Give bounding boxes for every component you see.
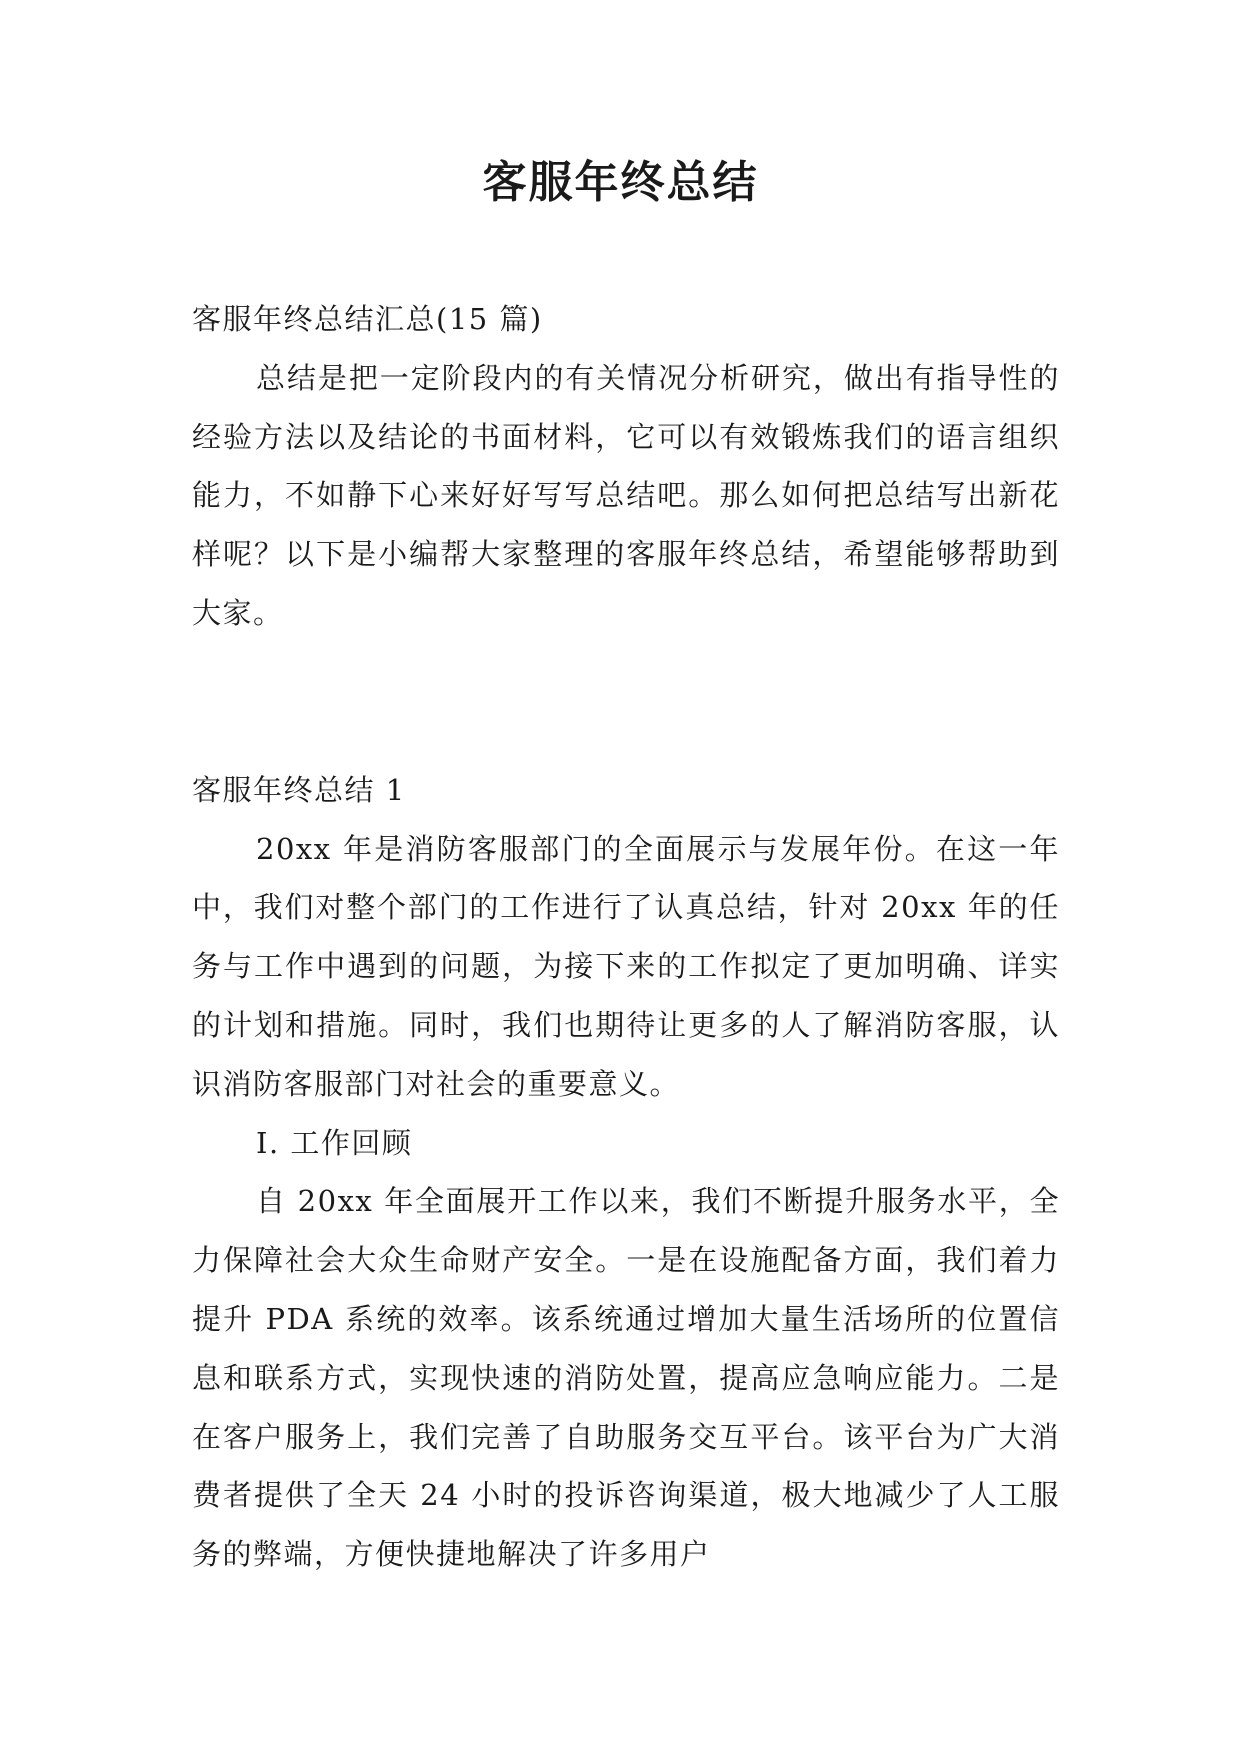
document-body <box>192 290 1060 1584</box>
document-title: 客服年终总结 <box>482 157 759 208</box>
document-subtitle: 客服年终总结汇总(15 篇) <box>192 302 543 336</box>
section-paragraph-2: 自 20xx 年全面展开工作以来，我们不断提升服务水平，全力保障社会大众生命财产安全。一是在设施配备方面，我们着力提升 PDA 系统的效率。该系统通过增加大量生活场所的位置信息和联系方式，实现快速的消防处置，提高应急响应能力。二是在客户服务上，我们完善了自助服务交互平台。该平台为广大消费者提供了全天 24 小时的投诉咨询渠道，极大地减少了人工服务的弊端，方便快捷地解决了许多用户 <box>192 1184 1060 1572</box>
item-heading: I. 工作回顾 <box>256 1125 413 1160</box>
section-heading: 客服年终总结 1 <box>192 772 406 807</box>
intro-paragraph: 总结是把一定阶段内的有关情况分析研究，做出有指导性的经验方法以及结论的书面材料，它可以有效锻炼我们的语言组织能力，不如静下心来好好写写总结吧。那么如何把总结写出新花样呢？以下是小编帮大家整理的客服年终总结，希望能够帮助到大家。 <box>192 360 1060 630</box>
section-paragraph-1: 20xx 年是消防客服部门的全面展示与发展年份。在这一年中，我们对整个部门的工作进行了认真总结，针对 20xx 年的任务与工作中遇到的问题，为接下来的工作拟定了更加明确、详实的计划和措施。同时，我们也期待让更多的人了解消防客服，认识消防客服部门对社会的重要意义。 <box>192 831 1060 1101</box>
section-spacer <box>192 643 1060 761</box>
